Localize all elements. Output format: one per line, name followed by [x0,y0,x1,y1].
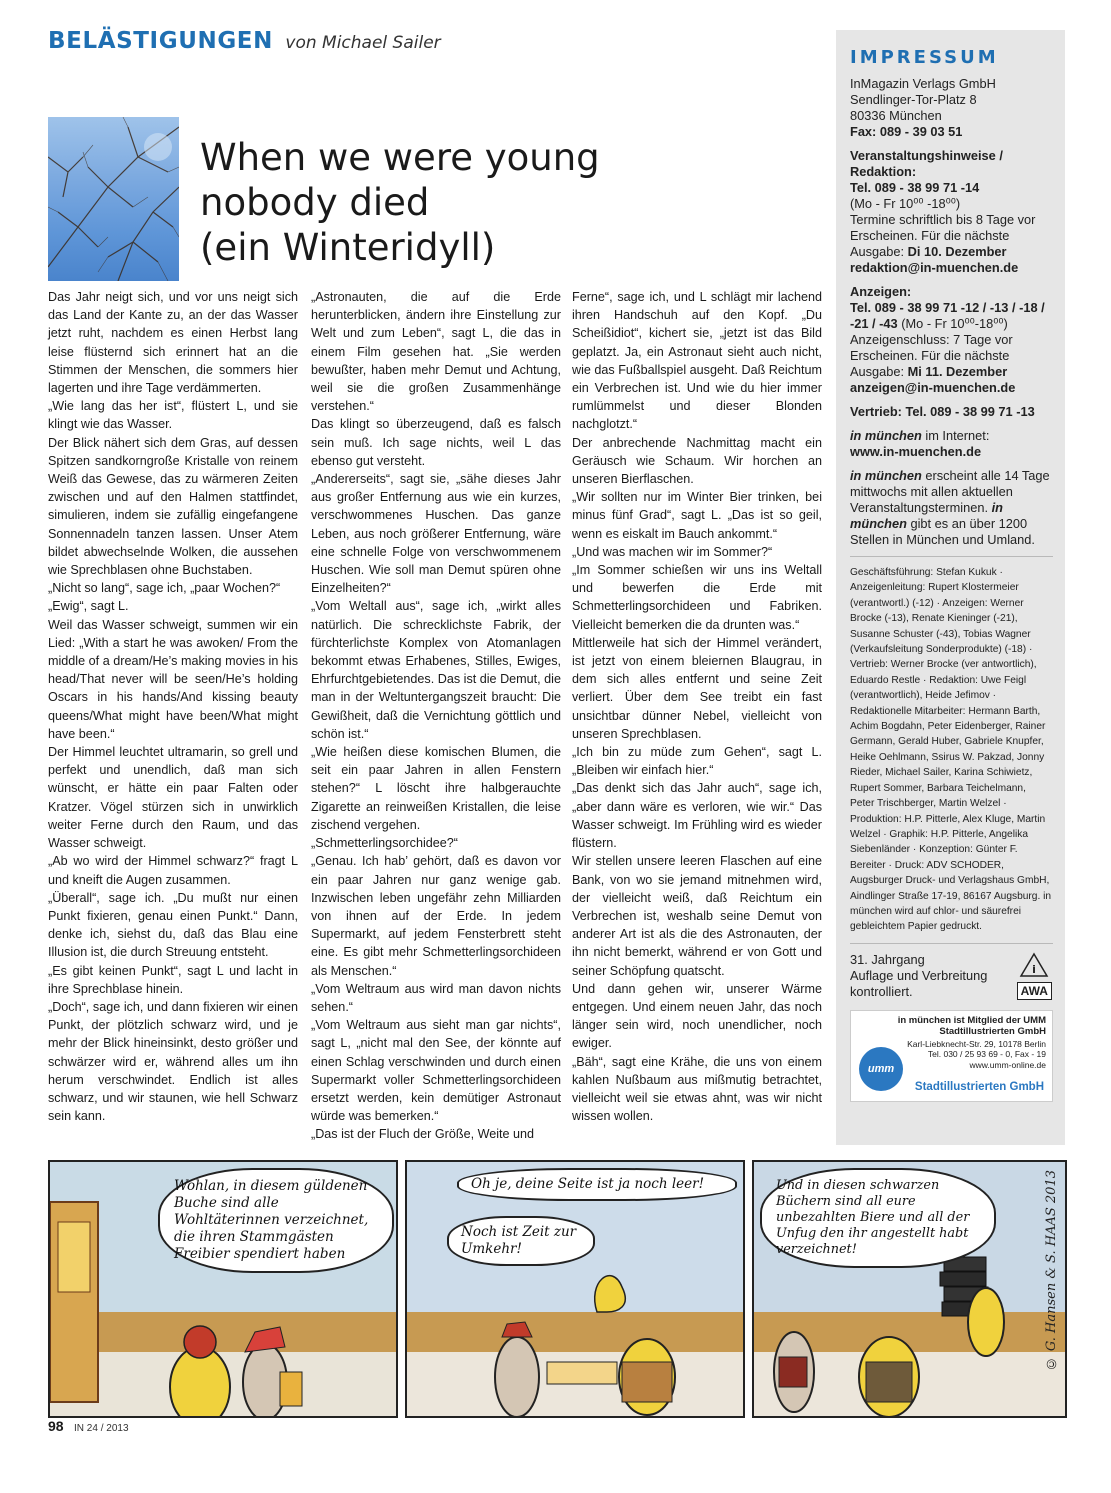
paragraph: „Vom Weltraum aus wird man davon nichts sehen.“ [311,981,561,1014]
internet-label: im Internet: [925,428,990,443]
umm-membership-box [850,1010,1053,1102]
awa-label: AWA [1017,982,1052,1000]
article-column-1 [48,288,298,1125]
panel-2-speech-bubble-small: Noch ist Zeit zur Umkehr! [447,1216,595,1266]
paragraph: Und dann gehen wir, unserer Wärme entgegen. Und einem neuen Jahr, das noch länger sein wird, noch unendlicher, noch ewiger. [572,981,822,1051]
rubric-title: BELÄSTIGUNGEN [48,28,273,54]
vertrieb-contact [850,404,1053,420]
ads-hours: (Mo - Fr 10⁰⁰-18⁰⁰) [901,316,1008,331]
paragraph: Weil das Wasser schweigt, summen wir ein Lied: „With a start he was awoken/ From the middle of a dream/He’s making movies in his head/That never will be seen/He’s holding Oscars in his hands/And kissing beauty queens/What might have been/What might have been.“ [48,617,298,741]
paragraph: „Ewig“, sagt L. [48,599,129,614]
about-brand: in münchen [850,468,922,483]
ads-contact [850,284,1053,396]
article-column-3 [572,288,822,1125]
ads-email[interactable]: anzeigen@in-muenchen.de [850,380,1016,395]
impressum-box [836,30,1065,1145]
page-number: 98 [48,1418,64,1434]
paragraph: „Genau. Ich hab’ gehört, daß es davon vor ein paar Jahren nur ganz wenige gab. Inzwischen leben ungefähr zehn Milliarden von ihnen auf der Erde. In jedem Supermarkt, auf jedem Fensterbrett steht eine. Es gibt mehr Schmetterlingsorchideen als Menschen.“ [311,854,561,978]
umm-logo: umm [859,1047,903,1091]
umm-member-text: in münchen ist Mitglied der UMM Stadtillustrierten GmbH [897,1014,1046,1037]
svg-text:i: i [1032,962,1037,976]
headline [200,135,620,270]
paragraph: „Wie lang das her ist“, flüstert L, und sie klingt wie das Wasser. [48,399,298,432]
about-text: erscheint alle 14 Tage mittwochs mit allen aktuellen Veranstaltungsterminen. [850,468,1050,515]
comic-panel-1 [48,1160,398,1418]
circulation-info [850,952,1053,1000]
paragraph: Der Himmel leuchtet ultramarin, so grell und perfekt und unendlich, daß man sich wünscht, er hätte ein paar Falten oder Kratzer. Vögel stürzen sich in unwirklich weiter Ferne durch den Raum, und das Wasser schweigt. [48,745,298,851]
events-tel: Tel. 089 - 38 99 71 -14 [850,180,980,195]
events-contact [850,148,1053,276]
paragraph: „Vom Weltall aus“, sage ich, „wirkt alles natürlich. Die schrecklichste Fabrik, der fürchterlichste Komplex von Atomanlagen bekommt etwas Erhabenes, Stilles, Ewiges, Ehrfurchtgebietendes. Das ist die Demut, die man in der Weltuntergangszeit braucht: Die Gewißheit, daß die Vernichtung göttlich und schön ist.“ [311,599,561,741]
umm-phone: Tel. 030 / 25 93 69 - 0, Fax - 19 [927,1049,1046,1060]
publisher-fax: Fax: 089 - 39 03 51 [850,124,963,139]
credits: Geschäftsführung: Stefan Kukuk · Anzeigenleitung: Rupert Klostermeier (verantwortl.) (-12) · Anzeigen: Werner Brocke (-13), Renate Kieninger (-21), Susanne Schuster (-43), Tobias Wagner (Verkaufsleitung Sonderprodukte) (-18) · Vertrieb: Werner Brocke (ver antwortlich), Eduardo Restle · Redaktion: Uwe Feigl (verantwortlich), Heide Jefimov · Redaktionelle Mitarbeiter: Hermann Barth, Achim Bogdahn, Peter Eidenberger, Rainer Germann, Gerald Huber, Gabriele Knupfer, Heike Oehlmann, Ssirus W. Pakzad, Jonny Rieder, Michael Sailer, Karina Schiwietz, Rupert Sommer, Barbara Teichelmann, Peter Trischberger, Martin Welzel · Produktion: H.P. Pitterle, Alex Kluge, Martin Welzel · Graphik: H.P. Pitterle, Angelika Siebenländer · Konzeption: Günter F. Bereiter · Druck: ADV SCHODER, Augsburger Druck- und Verlagshaus GmbH, Aindlinger Straße 17-19, 86167 Augsburg. in münchen wird auf chlor- und säurefrei gebleichtem Papier gedruckt. [850,567,1052,933]
panel-1-speech-bubble: Wohlan, in diesem güldenen Buche sind alle Wohltäterinnen verzeichnet, die ihren Stammgästen Freibier spendiert haben [158,1168,394,1273]
events-date: Di 10. Dezember [907,244,1007,259]
comic-panel-3 [752,1160,1067,1418]
paragraph: „Vom Weltraum aus sieht man gar nichts“, sagt L, „nicht mal den See, der könnte auf einen Schlag verschwinden und durch einen Supermarkt voller Schmetterlingsorchideen ersetzt werden, kein demütiger Astronaut würde was bemerken.“ [311,1018,561,1124]
paragraph: „Das denkt sich das Jahr auch“, sage ich, „aber dann wäre es verloren, wie wir.“ Das Wasser schweigt. Im Frühling wird es wieder flüstern. [572,781,822,851]
events-note: Termine schriftlich bis 8 Tage vor Erscheinen. Für die nächste Ausgabe: [850,212,1036,259]
issue-label: IN 24 / 2013 [74,1423,129,1434]
headline-line-1: When we were young [200,136,600,179]
paragraph: „Ab wo wird der Himmel schwarz?“ fragt L und kneift die Augen zusammen. [48,854,298,887]
about-brand-2: in münchen [850,500,1003,531]
winter-tree-photo [48,117,179,281]
ads-tel: Tel. 089 - 38 99 71 -12 / -13 / -18 / -21 / -43 [850,300,1045,331]
paragraph: „Schmetterlingsorchidee?“ [311,836,458,851]
publisher-city: 80336 München [850,108,942,123]
article-column-2 [311,288,561,1144]
paragraph: „Im Sommer schießen wir uns ins Weltall und bewerfen die Erde mit Schmetterlingsorchideen und Fabriken. Vielleicht bemerken die da drunten was.“ [572,563,822,632]
vertrieb-tel: Vertrieb: Tel. 089 - 38 99 71 -13 [850,404,1035,419]
umm-brand: Stadtillustrierten GmbH [914,1080,1044,1093]
paragraph: „Bäh“, sagt eine Krähe, die uns von einem kahlen Nußbaum aus mißmutig betrachtet, vielleicht weil sie etwas ahnt, was wir nicht wissen wollen. [572,1054,822,1124]
umm-address: Karl-Liebknecht-Str. 29, 10178 Berlin [907,1038,1046,1049]
comic-panel-2 [405,1160,745,1418]
internet-url[interactable]: www.in-muenchen.de [850,444,982,459]
paragraph: Der anbrechende Nachmittag macht ein Geräusch wie Schaum. Wir horchen an unseren Bierflaschen. [572,435,822,487]
paragraph: Mittlerweile hat sich der Himmel verändert, ist jetzt von einem bleiernen Blaugrau, in dem sich alles entfernt und seine Zeit verliert. Über dem See treibt ein fast unsichtbar dünner Nebel, vielleicht von unseren Sprechblasen. [572,635,822,741]
internet-info [850,428,1053,460]
divider [850,556,1053,557]
events-label: Veranstaltungshinweise / Redaktion: [850,148,1003,179]
umm-web[interactable]: www.umm-online.de [969,1059,1046,1070]
page-footer [48,1418,129,1436]
rubric-author: von Michael Sailer [285,33,441,53]
internet-brand: in münchen [850,428,922,443]
ads-label: Anzeigen: [850,284,912,299]
paragraph: „Andererseits“, sagt sie, „sähe dieses Jahr aus großer Entfernung aus wie ein kurzes, verschwommenes Huschen. Das ganze Leben, aus noch größerer Entfernung, wäre eine schnelle Folge von verschwommenem Huschen. Wie soll man Demut spüren ohne Einzelheiten?“ [311,472,561,596]
ads-date: Mi 11. Dezember [907,364,1008,379]
paragraph: „Das ist der Fluch der Größe, Weite und [311,1127,535,1142]
paragraph: „Überall“, sage ich. „Du mußt nur einen Punkt fixieren, genau einen Punkt.“ Dann, denke ich, siehst du, daß das Blau eine Illusion ist, die durch Streuung entsteht. [48,890,298,960]
paragraph: Wir stellen unsere leeren Flaschen auf eine Bank, von wo sie jemand mitnehmen wird, der vielleicht weiß, daß Reichtum ein Verbrechen ist, weshalb seine Demut von anderer Art ist als die des Astronauten, der ihn nicht bemerkt, während er von Gott und seiner Schöpfung quatscht. [572,854,822,978]
ads-note: Anzeigenschluss: 7 Tage vor Erscheinen. Für die nächste Ausgabe: [850,332,1013,379]
paragraph: „Wie heißen diese komischen Blumen, die seit ein paar Jahren in allen Fenstern stehen?“ L löscht ihre halbgerauchte Zigarette an reinweißen Kristallen, die leise zischend vergehen. [311,745,561,832]
paragraph: Ferne“, sage ich, und L schlägt mir lachend ihren Handschuh auf den Kopf. „Du Scheißidiot“, kichert sie, „jetzt ist das Bild geplatzt. Ja, ein Astronaut sieht auch nicht, wie das Fußballspiel ausgeht. Daß Reichtum ein Verbrechen ist. Und wie du hier immer rumlümmelst und dieser Blonden nachglotzt.“ [572,290,822,432]
rubric [48,28,441,54]
jahrgang: 31. Jahrgang [850,951,925,967]
paragraph: „Astronauten, die auf die Erde herunterblicken, ändern ihre Einstellung zur Welt und zum Leben“, sagt L, die das in einem Film gesehen hat. „Sie werden bewußter, haben mehr Demut und Achtung, weil sie die großen Zusammenhänge verstehen.“ [311,290,561,414]
headline-line-3: (ein Winteridyll) [200,226,496,269]
artist-signature: © G. Hansen & S. HAAS 2013 [1044,1170,1059,1371]
publisher-street: Sendlinger-Tor-Platz 8 [850,92,977,107]
paragraph: Der Blick nähert sich dem Gras, auf dessen Spitzen sandkorngroße Kristalle von reinem Weiß das Gewese, das zu wärmeren Zeiten zwischen und auf den Halmen stattfindet, simulieren, indem sie zufällig eingefangene Sonnennadeln tanzen lassen. Unser Atem bildet abwechselnde Wolken, die aussehen wie Sprechblasen ohne Buchstaben. [48,435,298,578]
paragraph: „Ich bin zu müde zum Gehen“, sagt L. „Bleiben wir einfach hier.“ [572,745,822,778]
awa-triangle-icon [1019,952,1049,978]
events-hours: (Mo - Fr 10⁰⁰ -18⁰⁰) [850,196,961,211]
comic-strip [48,1160,1067,1418]
paragraph: „Nicht so lang“, sage ich, „paar Wochen?“ [48,581,281,596]
paragraph: Das klingt so überzeugend, daß es falsch sein muß. Ich sage nichts, weil L das ebenso gut versteht. [311,417,561,468]
about-info [850,468,1053,548]
paragraph: Das Jahr neigt sich, und vor uns neigt sich das Land der Kante zu, an der das Wasser jetzt ruht, nachdem es einen Herbst lang leise flüsternd sich erinnert hat an die Stimmen der Menschen, die sommers hier lagerten und ihre Tage verdämmerten. [48,290,298,396]
panel-3-speech-bubble: Und in diesen schwarzen Büchern sind all eure unbezahlten Biere und all der Unfug den ihr angestellt habt verzeichnet! [760,1168,996,1268]
paragraph: „Wir sollten nur im Winter Bier trinken, bei minus fünf Grad“, sagt L. „Das ist so geil, wenn es eiskalt im Bauch ankommt.“ [572,490,822,541]
awa-logo [1016,952,1053,1000]
paragraph: „Doch“, sage ich, und dann fixieren wir einen Punkt, der plötzlich schwarz wird, und je mehr der Blick hineinsinkt, desto größer und schwärzer wird er, während alles um ihn herum verschwindet. Endlich ist alles schwarz, und wir staunen, wie hell Schwarz sein kann. [48,999,298,1124]
events-email[interactable]: redaktion@in-muenchen.de [850,260,1019,275]
divider [850,943,1053,944]
publisher-address [850,76,1053,140]
about-text-2: gibt es an über 1200 Stellen in München und Umland. [850,516,1035,547]
publisher-name: InMagazin Verlags GmbH [850,76,996,91]
paragraph: „Es gibt keinen Punkt“, sagt L und lacht in ihre Sprechblase hinein. [48,963,298,996]
paragraph: „Und was machen wir im Sommer?“ [572,544,773,559]
panel-2-speech-bubble-top: Oh je, deine Seite ist ja noch leer! [457,1168,737,1201]
auflage: Auflage und Verbreitung kontrolliert. [850,967,988,999]
tree-branches-illustration [48,117,179,281]
headline-line-2: nobody died [200,181,430,224]
impressum-title: IMPRESSUM [850,47,999,68]
